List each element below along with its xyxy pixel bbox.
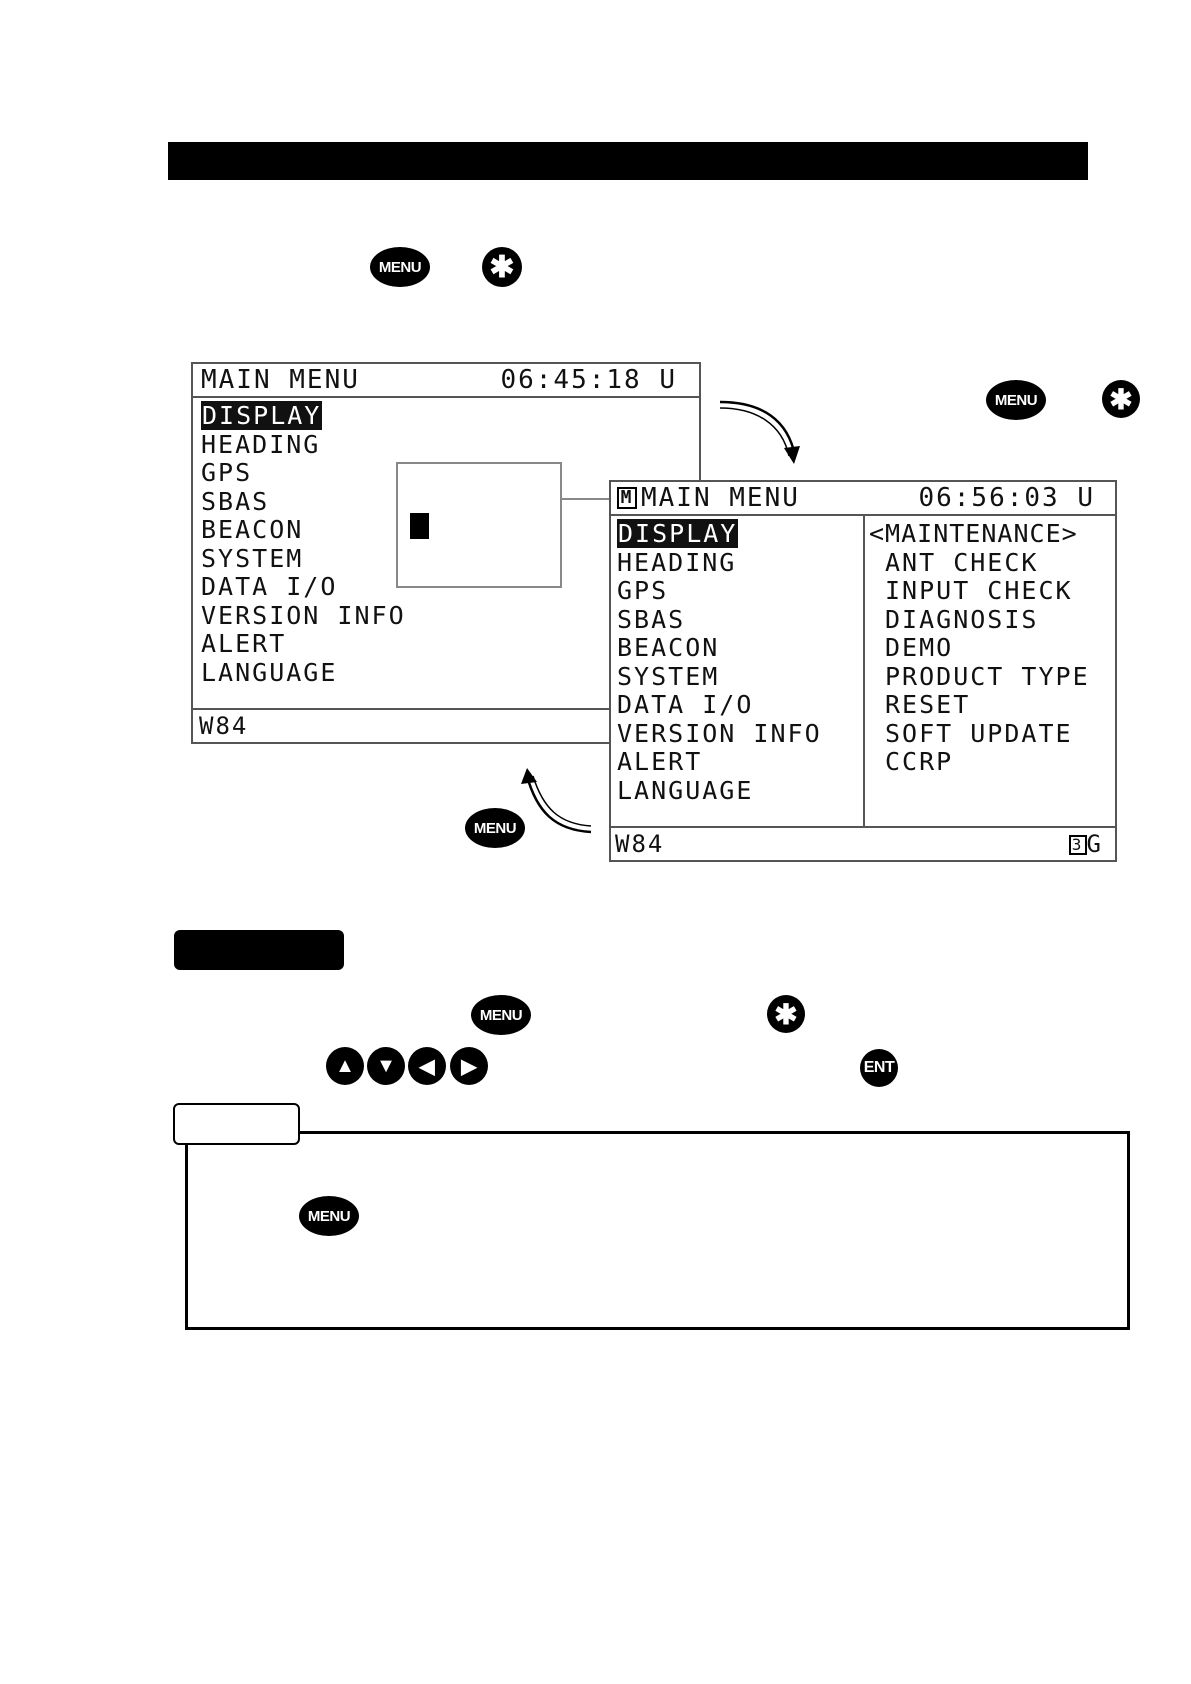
menu-item-language[interactable]: LANGUAGE — [201, 658, 338, 687]
submenu-item-diagnosis[interactable]: DIAGNOSIS — [885, 605, 1039, 634]
column-divider — [863, 514, 865, 828]
submenu-item-product-type[interactable]: PRODUCT TYPE — [885, 662, 1090, 691]
menu-item-heading[interactable]: HEADING — [201, 430, 321, 459]
menu-item-display[interactable]: DISPLAY — [202, 401, 322, 430]
note-tab — [173, 1103, 300, 1145]
star-button-step[interactable]: ✱ — [767, 995, 805, 1033]
back-arrow-icon — [515, 766, 595, 838]
menu-item-version-info[interactable]: VERSION INFO — [617, 719, 822, 748]
callout-box — [396, 462, 562, 588]
fix-status — [1069, 828, 1103, 860]
menu-button-step[interactable]: MENU — [471, 995, 531, 1035]
screen-header — [193, 364, 699, 398]
screen-header — [611, 482, 1115, 516]
submenu-item-reset[interactable]: RESET — [885, 690, 971, 719]
section-header-bar — [168, 142, 1088, 180]
menu-item-display[interactable]: DISPLAY — [618, 519, 738, 548]
cursor-block — [410, 513, 429, 539]
menu-item-heading[interactable]: HEADING — [617, 548, 737, 577]
menu-item-system[interactable]: SYSTEM — [201, 544, 304, 573]
left-arrow-button[interactable]: ◀ — [408, 1047, 446, 1085]
menu-item-data-io[interactable]: DATA I/O — [201, 572, 338, 601]
submenu-item-ant-check[interactable]: ANT CHECK — [885, 548, 1039, 577]
datum-label: W84 — [199, 712, 249, 740]
callout-connector — [562, 498, 610, 500]
menu-item-gps[interactable]: GPS — [201, 458, 253, 487]
star-button[interactable]: ✱ — [482, 247, 522, 287]
screen-time: 06:56:03 U — [918, 483, 1095, 513]
submenu-item-demo[interactable]: DEMO — [885, 633, 954, 662]
screen-time: 06:45:18 U — [500, 365, 677, 395]
menu-button-note[interactable]: MENU — [299, 1196, 359, 1236]
submenu-title: <MAINTENANCE> — [869, 519, 1078, 548]
fix-icon: 3 — [1069, 835, 1087, 855]
menu-button-2[interactable]: MENU — [986, 380, 1046, 420]
menu-item-alert[interactable]: ALERT — [201, 629, 287, 658]
submenu-item-input-check[interactable]: INPUT CHECK — [885, 576, 1073, 605]
menu-item-beacon[interactable]: BEACON — [617, 633, 720, 662]
menu-item-gps[interactable]: GPS — [617, 576, 669, 605]
menu-item-data-io[interactable]: DATA I/O — [617, 690, 754, 719]
procedure-label-tag — [174, 930, 344, 970]
screen-footer — [611, 826, 1115, 860]
mode-icon: M — [617, 487, 637, 509]
forward-arrow-icon — [716, 396, 806, 468]
star-button-2[interactable]: ✱ — [1102, 380, 1140, 418]
screen-title: MAIN MENU — [641, 483, 800, 513]
menu-item-beacon[interactable]: BEACON — [201, 515, 304, 544]
submenu-item-ccrp[interactable]: CCRP — [885, 747, 954, 776]
ent-button[interactable]: ENT — [860, 1049, 898, 1087]
down-arrow-button[interactable]: ▼ — [367, 1047, 405, 1085]
submenu-item-soft-update[interactable]: SOFT UPDATE — [885, 719, 1073, 748]
menu-item-sbas[interactable]: SBAS — [201, 487, 270, 516]
menu-item-sbas[interactable]: SBAS — [617, 605, 686, 634]
datum-label: W84 — [615, 830, 665, 858]
menu-button[interactable]: MENU — [370, 247, 430, 287]
main-menu-screen-2 — [609, 480, 1117, 862]
right-arrow-button[interactable]: ▶ — [450, 1047, 488, 1085]
menu-item-language[interactable]: LANGUAGE — [617, 776, 754, 805]
fix-status-label: G — [1086, 830, 1103, 858]
menu-item-version-info[interactable]: VERSION INFO — [201, 601, 406, 630]
menu-button-back[interactable]: MENU — [465, 808, 525, 848]
menu-item-alert[interactable]: ALERT — [617, 747, 703, 776]
menu-item-system[interactable]: SYSTEM — [617, 662, 720, 691]
screen-title: MAIN MENU — [201, 365, 360, 395]
up-arrow-button[interactable]: ▲ — [326, 1047, 364, 1085]
